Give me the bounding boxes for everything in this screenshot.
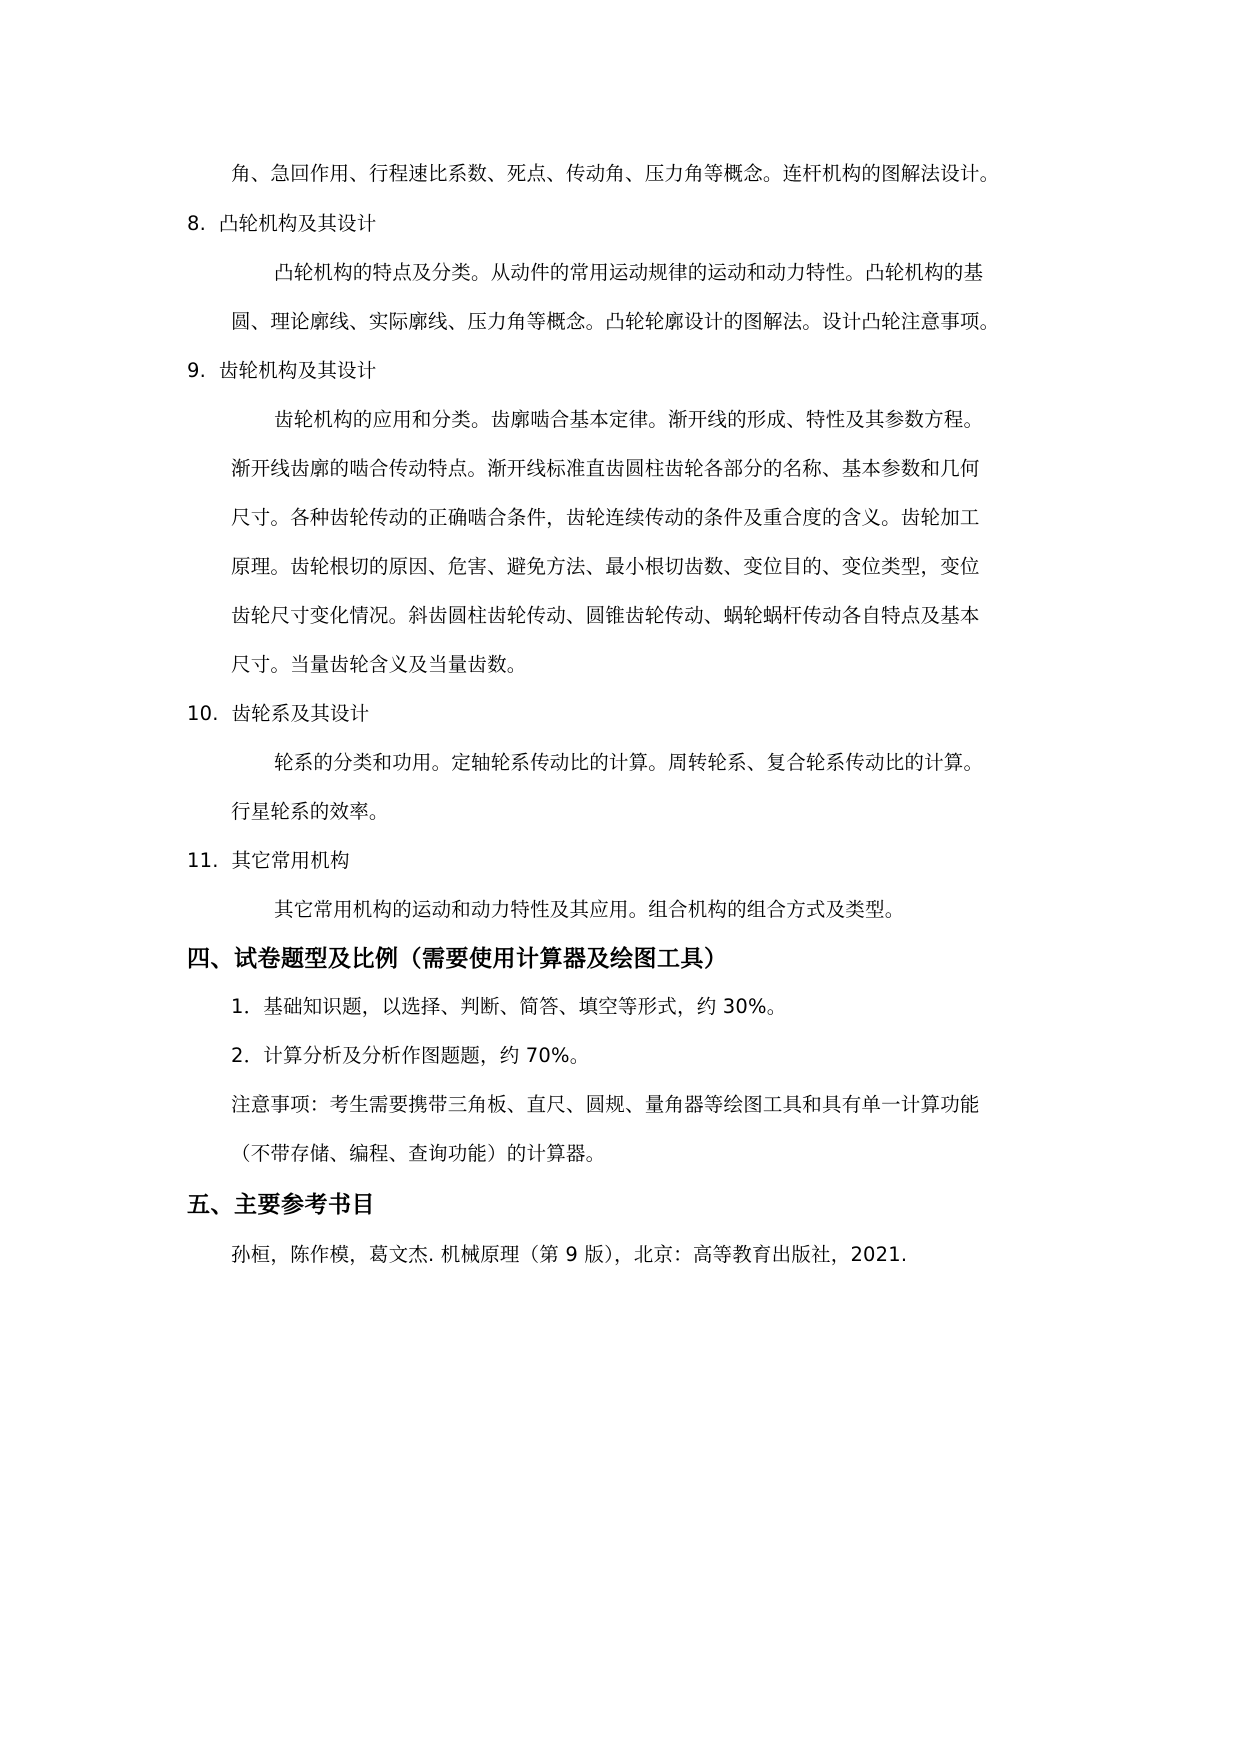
section-number: 10. (187, 702, 219, 725)
section-title: 齿轮系及其设计 (231, 702, 370, 725)
reference-entry: 孙桓，陈作模，葛文杰. 机械原理（第 9 版），北京：高等教育出版社，2021. (231, 1243, 908, 1266)
paragraph-line: 圆、理论廓线、实际廓线、压力角等概念。凸轮轮廓设计的图解法。设计凸轮注意事项。 (231, 310, 1000, 333)
exam-item-1: 1．基础知识题，以选择、判断、简答、填空等形式，约 30%。 (231, 995, 787, 1018)
section-10-heading (187, 700, 369, 728)
exam-note-line: （不带存储、编程、查询功能）的计算器。 (231, 1142, 606, 1165)
section-number: 8. (187, 212, 207, 235)
paragraph-line: 渐开线齿廓的啮合传动特点。渐开线标准直齿圆柱齿轮各部分的名称、基本参数和几何 (231, 457, 980, 480)
paragraph-line: 尺寸。各种齿轮传动的正确啮合条件，齿轮连续传动的条件及重合度的含义。齿轮加工 (231, 506, 980, 529)
section-9-heading (187, 357, 376, 385)
paragraph-line: 行星轮系的效率。 (231, 800, 389, 823)
part-4-heading: 四、试卷题型及比例（需要使用计算器及绘图工具） (187, 946, 728, 972)
section-title: 其它常用机构 (231, 849, 350, 872)
section-8-heading (187, 210, 376, 238)
paragraph-line: 其它常用机构的运动和动力特性及其应用。组合机构的组合方式及类型。 (274, 898, 905, 921)
paragraph-line: 齿轮机构的应用和分类。齿廓啮合基本定律。渐开线的形成、特性及其参数方程。 (274, 408, 984, 431)
paragraph-line: 角、急回作用、行程速比系数、死点、传动角、压力角等概念。连杆机构的图解法设计。 (231, 162, 1000, 185)
paragraph-line: 轮系的分类和功用。定轴轮系传动比的计算。周转轮系、复合轮系传动比的计算。 (274, 751, 984, 774)
section-title: 凸轮机构及其设计 (218, 212, 377, 235)
part-5-heading: 五、主要参考书目 (187, 1192, 375, 1218)
section-number: 11. (187, 849, 219, 872)
paragraph-line: 原理。齿轮根切的原因、危害、避免方法、最小根切齿数、变位目的、变位类型，变位 (231, 555, 980, 578)
section-number: 9. (187, 359, 207, 382)
paragraph-line: 齿轮尺寸变化情况。斜齿圆柱齿轮传动、圆锥齿轮传动、蜗轮蜗杆传动各自特点及基本 (231, 604, 980, 627)
paragraph-line: 凸轮机构的特点及分类。从动件的常用运动规律的运动和动力特性。凸轮机构的基 (274, 261, 984, 284)
exam-note-line: 注意事项：考生需要携带三角板、直尺、圆规、量角器等绘图工具和具有单一计算功能 (231, 1093, 980, 1116)
paragraph-line: 尺寸。当量齿轮含义及当量齿数。 (231, 653, 527, 676)
exam-item-2: 2．计算分析及分析作图题题，约 70%。 (231, 1044, 590, 1067)
section-11-heading (187, 847, 350, 875)
section-title: 齿轮机构及其设计 (218, 359, 377, 382)
